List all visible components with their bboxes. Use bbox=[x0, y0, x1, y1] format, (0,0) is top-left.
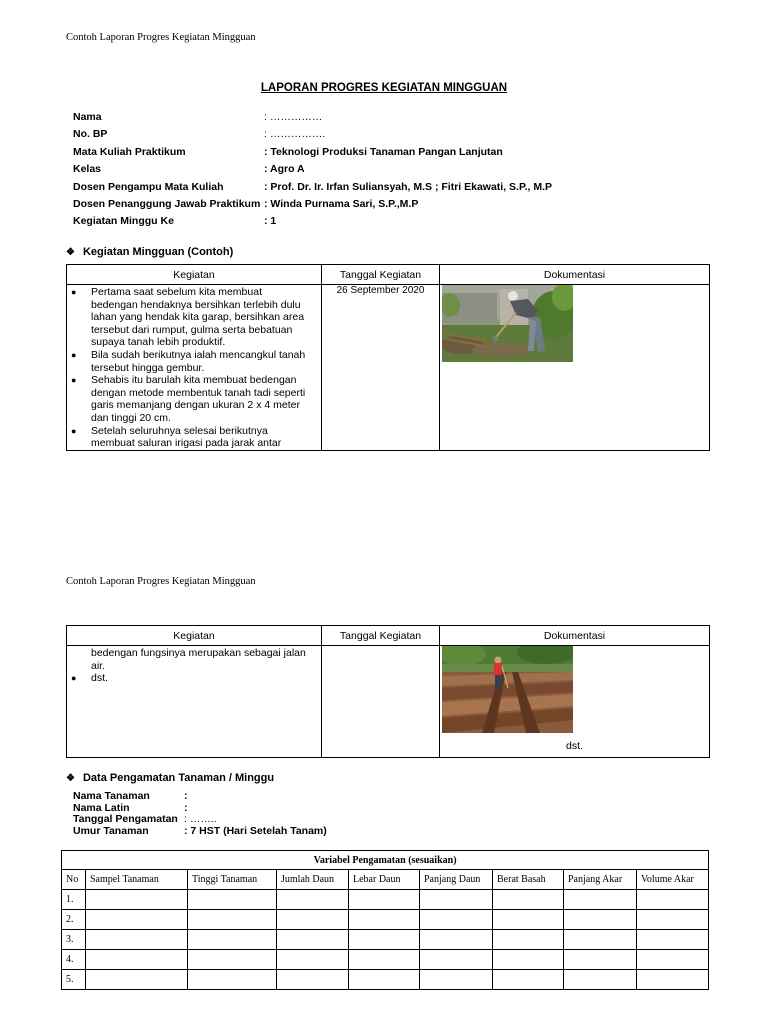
obs-label: Nama Latin bbox=[73, 801, 130, 814]
activity-line: tersebut hingga gembur. bbox=[91, 361, 205, 374]
activity-cell bbox=[67, 646, 322, 758]
table-row bbox=[62, 890, 709, 910]
activity-line: ● Pertama saat sebelum kita membuat bbox=[67, 286, 321, 299]
obs-value: : 7 HST (Hari Setelah Tanam) bbox=[184, 824, 327, 837]
activity-cell bbox=[67, 285, 322, 451]
info-label: Nama bbox=[73, 111, 102, 123]
section-title: Kegiatan Mingguan (Contoh) bbox=[82, 246, 234, 258]
column-header-sampel: Sampel Tanaman bbox=[86, 870, 188, 890]
obs-value: : bbox=[184, 801, 188, 814]
info-value: : …………… bbox=[264, 111, 323, 123]
variable-observation-table bbox=[61, 850, 709, 990]
activity-line: lahan yang hendak kita garap, bersihkan area bbox=[91, 311, 305, 324]
activity-line: ● Setelah seluruhnya selesai berikutnya bbox=[67, 425, 321, 438]
info-value: : ……………. bbox=[264, 128, 326, 140]
variable-table-title: Variabel Pengamatan (sesuaikan) bbox=[62, 851, 709, 870]
activity-line: air. bbox=[91, 659, 106, 672]
obs-label: Umur Tanaman bbox=[73, 824, 149, 837]
activity-line: supaya tanah lebih produktif. bbox=[91, 336, 226, 349]
info-label: No. BP bbox=[73, 128, 108, 140]
column-header-tanggal: Tanggal Kegiatan bbox=[322, 265, 440, 285]
table-row bbox=[62, 930, 709, 950]
info-label: Mata Kuliah Praktikum bbox=[73, 145, 186, 158]
activity-line: tersebut dari rumput, gulma serta bebatuan bbox=[91, 323, 293, 336]
info-value: : Prof. Dr. Ir. Irfan Suliansyah, M.S ; Fitri Ekawati, S.P., M.P bbox=[264, 180, 553, 193]
column-header-kegiatan: Kegiatan bbox=[67, 626, 322, 646]
column-header-tanggal: Tanggal Kegiatan bbox=[322, 626, 440, 646]
row-number: 5. bbox=[62, 970, 86, 990]
obs-label: Tanggal Pengamatan bbox=[73, 813, 178, 825]
activity-date-empty bbox=[322, 646, 440, 758]
column-header-panjang-daun: Panjang Daun bbox=[420, 870, 493, 890]
activity-line: bedengan fungsinya merupakan sebagai jalan bbox=[91, 647, 306, 659]
report-title: LAPORAN PROGRES KEGIATAN MINGGUAN bbox=[260, 82, 508, 94]
column-header-jumlah-daun: Jumlah Daun bbox=[277, 870, 349, 890]
documentation-photo-hoeing bbox=[442, 285, 573, 362]
observation-info bbox=[73, 790, 473, 840]
activity-table-2 bbox=[66, 625, 710, 758]
info-label: Kelas bbox=[73, 163, 102, 175]
info-value: : 1 bbox=[264, 215, 277, 227]
documentation-photo-beds bbox=[442, 646, 573, 733]
section-kegiatan-mingguan bbox=[66, 246, 233, 258]
section-title: Data Pengamatan Tanaman / Minggu bbox=[82, 772, 275, 784]
row-number: 3. bbox=[62, 930, 86, 950]
row-number: 1. bbox=[62, 890, 86, 910]
activity-line: ● dst. bbox=[67, 672, 321, 685]
diamond-bullet-icon: ❖ bbox=[66, 773, 75, 784]
activity-line: dan tinggi 20 cm. bbox=[91, 411, 171, 424]
info-label: Dosen Pengampu Mata Kuliah bbox=[73, 180, 224, 193]
activity-line: membuat saluran irigasi pada jarak antar bbox=[91, 437, 282, 450]
obs-label: Nama Tanaman bbox=[73, 790, 150, 802]
section-data-pengamatan bbox=[66, 772, 274, 784]
info-label: Kegiatan Minggu Ke bbox=[73, 215, 174, 227]
table-row bbox=[62, 970, 709, 990]
activity-line: ● Bila sudah berikutnya ialah mencangkul tanah bbox=[67, 349, 321, 362]
diamond-bullet-icon: ❖ bbox=[66, 247, 75, 258]
activity-line: ● Sehabis itu barulah kita membuat bedengan bbox=[67, 374, 321, 387]
column-header-kegiatan: Kegiatan bbox=[67, 265, 322, 285]
info-value: : Agro A bbox=[264, 163, 305, 175]
activity-date: 26 September 2020 bbox=[322, 285, 440, 451]
column-header-no: No bbox=[62, 870, 86, 890]
info-value: : Winda Purnama Sari, S.P.,M.P bbox=[264, 197, 419, 210]
table-row bbox=[62, 950, 709, 970]
report-info bbox=[73, 111, 713, 231]
column-header-tinggi: Tinggi Tanaman bbox=[188, 870, 277, 890]
info-label: Dosen Penanggung Jawab Praktikum bbox=[73, 197, 261, 210]
column-header-dokumentasi: Dokumentasi bbox=[440, 626, 710, 646]
column-header-panjang-akar: Panjang Akar bbox=[564, 870, 637, 890]
activity-table-1 bbox=[66, 264, 710, 451]
column-header-volume-akar: Volume Akar bbox=[637, 870, 709, 890]
activity-line: garis memanjang dengan ukuran 2 x 4 meter bbox=[91, 399, 300, 412]
table-row bbox=[62, 910, 709, 930]
info-value: : Teknologi Produksi Tanaman Pangan Lanjutan bbox=[264, 145, 503, 158]
obs-value: : bbox=[184, 790, 188, 802]
column-header-berat-basah: Berat Basah bbox=[493, 870, 564, 890]
obs-value: : …….. bbox=[184, 813, 217, 825]
activity-line: dengan metode membentuk tanah tadi seperti bbox=[91, 386, 306, 399]
row-number: 4. bbox=[62, 950, 86, 970]
activity-line: bedengan hendaknya bersihkan terlebih dulu bbox=[91, 298, 301, 311]
column-header-dokumentasi: Dokumentasi bbox=[440, 265, 710, 285]
documentation-caption: dst. bbox=[566, 740, 583, 752]
page-header-note-2: Contoh Laporan Progres Kegiatan Mingguan bbox=[66, 576, 256, 587]
row-number: 2. bbox=[62, 910, 86, 930]
page-header-note: Contoh Laporan Progres Kegiatan Mingguan bbox=[66, 32, 256, 43]
column-header-lebar-daun: Lebar Daun bbox=[349, 870, 420, 890]
